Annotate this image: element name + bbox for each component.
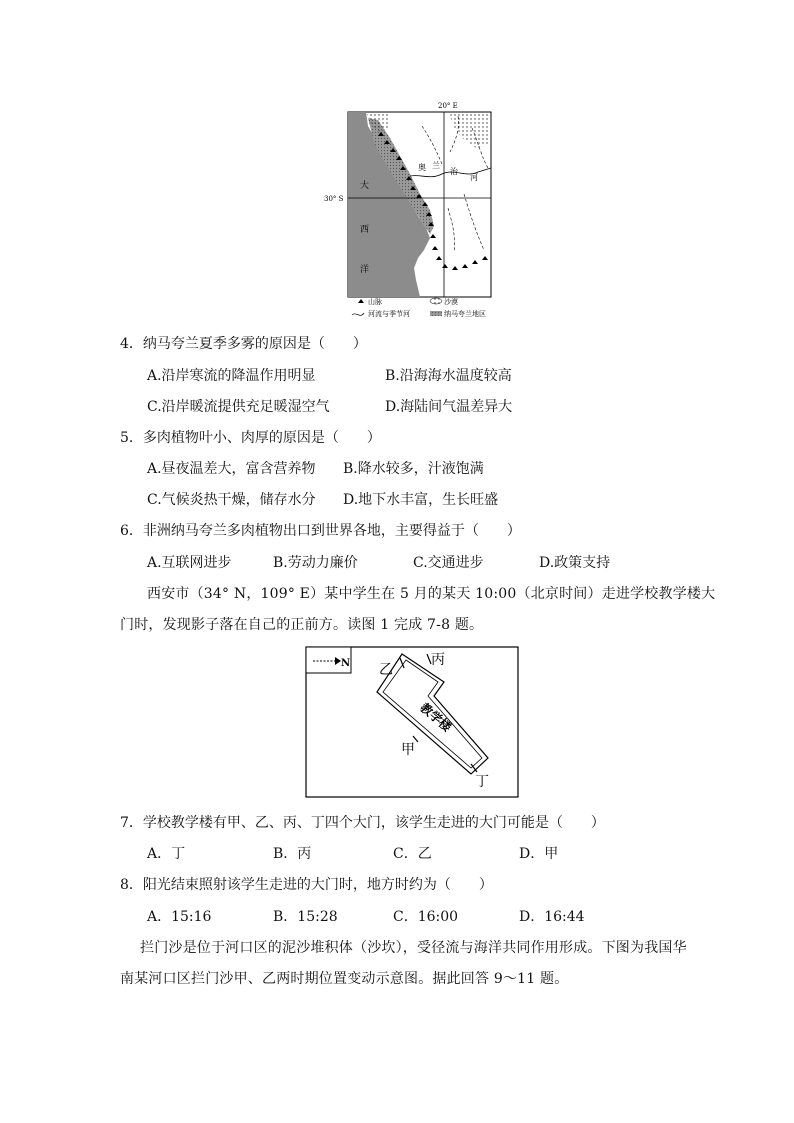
question-7-option-a: A．丁 [147, 846, 186, 862]
legend-desert: 沙漠 [444, 298, 458, 306]
gate-ding-label: 丁 [475, 774, 489, 790]
namaqualand-map [324, 98, 498, 323]
question-8-option-b: B．15:28 [273, 909, 338, 925]
figure-1-building-plan [305, 646, 519, 798]
passage-1-line-1: 西安市（34° N，109° E）某中学生在 5 月的某天 10:00（北京时间）走进学校教学楼大 [147, 586, 716, 602]
ocean-char-1: 大 [360, 181, 370, 191]
passage-2-line-1: 拦门沙是位于河口区的泥沙堆积体（沙坎），受径流与海洋共同作用形成。下图为我国华 [140, 940, 687, 956]
passage-2-line-2: 南某河口区拦门沙甲、乙两时期位置变动示意图。据此回答 9～11 题。 [120, 971, 569, 987]
legend-river-icon [352, 313, 364, 315]
question-6-option-a: A.互联网进步 [147, 555, 232, 571]
ocean-char-2: 西 [360, 225, 370, 235]
question-5-option-a: A.昼夜温差大，富含营养物 [147, 461, 316, 477]
legend-river: 河流与季节河 [368, 310, 410, 318]
question-4-option-d: D.海陆间气温差异大 [385, 399, 513, 415]
river-char-2: 兰 [432, 161, 440, 170]
question-7-option-b: B．丙 [273, 846, 312, 862]
question-7-option-d: D．甲 [519, 846, 559, 862]
river-char-1: 奥 [418, 163, 426, 172]
legend-mountain: 山脉 [368, 298, 382, 306]
legend-region-icon [430, 311, 442, 316]
question-6-option-b: B.劳动力廉价 [273, 555, 358, 571]
river-char-4: 河 [470, 173, 478, 182]
question-5-option-c: C.气候炎热干燥，储存水分 [147, 492, 316, 508]
question-7-option-c: C．乙 [393, 846, 432, 862]
question-4-option-c: C.沿岸暖流提供充足暖湿空气 [147, 399, 330, 415]
question-4-option-b: B.沿海海水温度较高 [385, 368, 512, 384]
river-char-3: 治 [450, 167, 458, 176]
question-7-stem: 7．学校教学楼有甲、乙、丙、丁四个大门，该学生走进的大门可能是（ ） [120, 815, 605, 831]
passage-1-line-2: 门时，发现影子落在自己的正前方。读图 1 完成 7-8 题。 [120, 617, 484, 633]
question-5-option-d: D.地下水丰富，生长旺盛 [343, 492, 499, 508]
gate-yi-label: 乙 [379, 662, 393, 678]
north-label: N [341, 658, 351, 669]
legend-region: 纳马夸兰地区 [444, 310, 486, 318]
ocean-char-3: 洋 [360, 265, 370, 275]
gate-jia-label: 甲 [401, 742, 415, 758]
legend-mountain-icon [358, 299, 364, 303]
question-8-stem: 8．阳光结束照射该学生走进的大门时，地方时约为（ ） [120, 877, 493, 893]
question-8-option-c: C．16:00 [393, 909, 459, 925]
question-8-option-a: A．15:16 [147, 909, 212, 925]
legend-desert-icon [430, 298, 442, 304]
longitude-label: 20° E [438, 102, 458, 110]
latitude-label: 30° S [324, 195, 344, 203]
question-6-stem: 6．非洲纳马夸兰多肉植物出口到世界各地，主要得益于（ ） [120, 523, 521, 539]
question-4-option-a: A.沿岸寒流的降温作用明显 [147, 368, 316, 384]
gate-bing-label: 丙 [431, 652, 445, 668]
building-label: 教学楼 [417, 700, 455, 735]
question-5-option-b: B.降水较多，汁液饱满 [343, 461, 484, 477]
question-6-option-d: D.政策支持 [539, 555, 611, 571]
question-8-option-d: D．16:44 [519, 909, 585, 925]
question-6-option-c: C.交通进步 [413, 555, 484, 571]
question-5-stem: 5．多肉植物叶小、肉厚的原因是（ ） [120, 430, 381, 446]
question-4-stem: 4．纳马夸兰夏季多雾的原因是（ ） [120, 336, 367, 352]
